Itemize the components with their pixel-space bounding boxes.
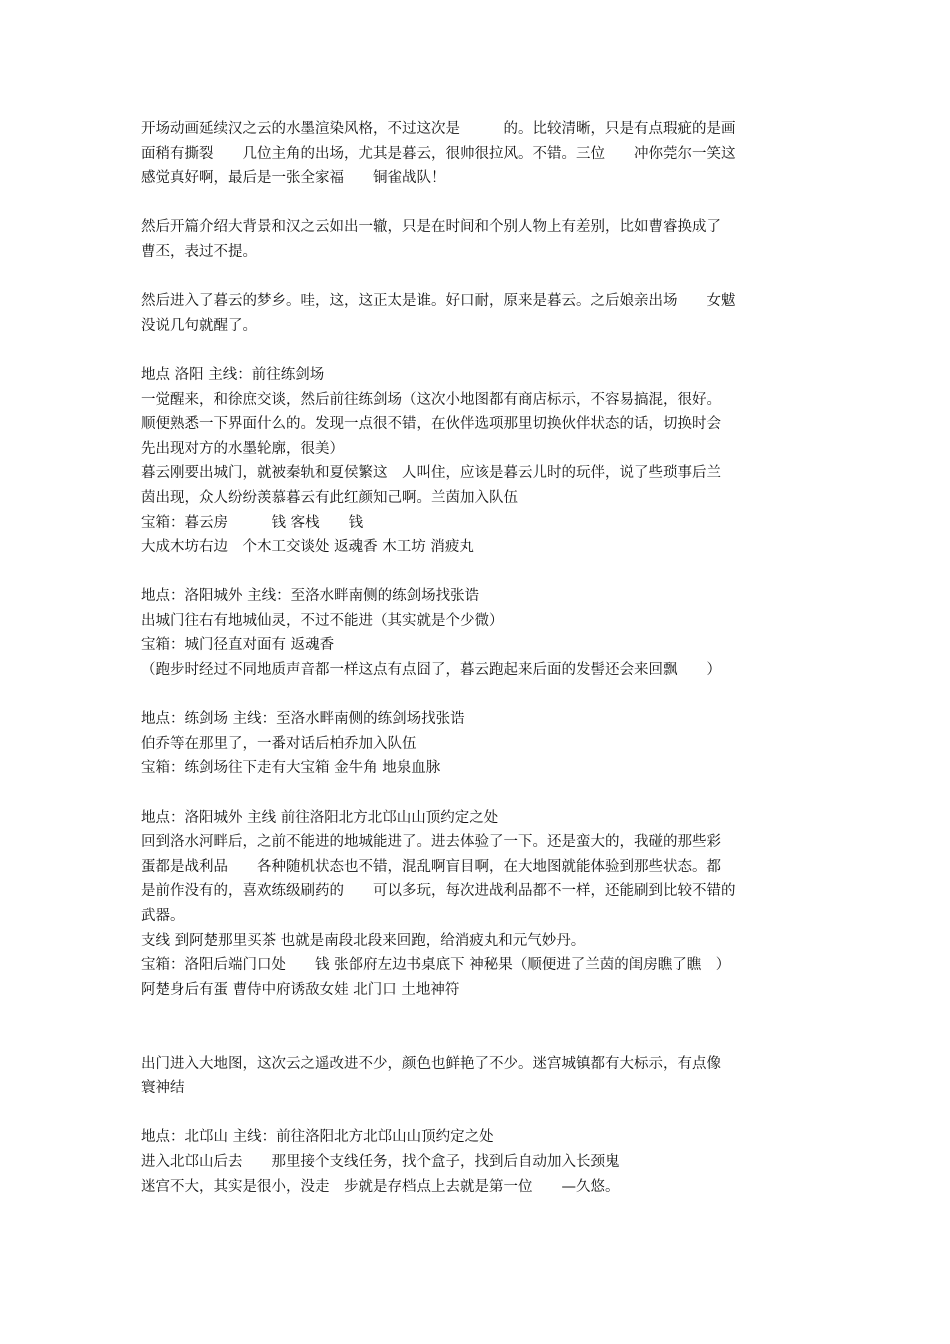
section-luoyang-outskirts (141, 584, 819, 682)
text-line: 一觉醒来，和徐庶交谈，然后前往练剑场（这次小地图都有商店标示，不容易搞混，很好。 (141, 391, 721, 408)
text-line: 曹丕，表过不提。 (141, 243, 257, 260)
text-line: 然后进入了暮云的梦乡。哇，这，这正太是谁。好口耐，原来是暮云。之后娘亲出场 女魃 (141, 293, 736, 310)
treasure-line: 宝箱：暮云房 钱 客栈 钱 (141, 514, 364, 531)
text-line: 出门进入大地图，这次云之遥改进不少，颜色也鲜艳了不少。迷宫城镇都有大标示，有点像 (141, 1055, 721, 1072)
text-line: 蛋都是战利品 各种随机状态也不错，混乱啊盲目啊，在大地图就能体验到那些状态。都 (141, 858, 721, 875)
treasure-line: 宝箱：练剑场往下走有大宝箱 金牛角 地泉血脉 (141, 760, 441, 777)
paragraph-dream (141, 289, 819, 338)
text-line: 进入北邙山后去 那里接个支线任务，找个盒子，找到后自动加入长颈鬼 (141, 1153, 620, 1170)
text-line: （跑步时经过不同地质声音都一样这点有点囧了，暮云跑起来后面的发髻还会来回飘 ） (141, 662, 721, 679)
text-line: 开场动画延续汉之云的水墨渲染风格，不过这次是 的。比较清晰，只是有点瑕疵的是画 (141, 121, 736, 137)
text-line: 寰神结 (141, 1080, 185, 1097)
text-line: 没说几句就醒了。 (141, 317, 257, 334)
paragraph-spacer (141, 560, 819, 585)
text-line: 回到洛水河畔后，之前不能进的地城能进了。进去体验了一下。还是蛮大的，我碰的那些彩 (141, 834, 721, 851)
section-heading: 地点：洛阳城外 主线 前往洛阳北方北邙山山顶约定之处 (141, 809, 499, 826)
paragraph-spacer (141, 1101, 819, 1126)
section-training-ground (141, 707, 819, 781)
text-line: 伯乔等在那里了，一番对话后柏乔加入队伍 (141, 735, 417, 752)
text-line: 然后开篇介绍大背景和汉之云如出一辙，只是在时间和个别人物上有差别，比如曹睿换成了 (141, 219, 721, 236)
paragraph-world-map (141, 1052, 819, 1101)
treasure-line: 大成木坊右边 个木工交谈处 返魂香 木工坊 消疲丸 (141, 539, 474, 556)
text-line: 茵出现，众人纷纷羡慕暮云有此红颜知己啊。兰茵加入队伍 (141, 489, 518, 506)
section-heading: 地点 洛阳 主线：前往练剑场 (141, 366, 325, 383)
treasure-line: 宝箱：洛阳后端门口处 钱 张郃府左边书桌底下 神秘果（顺便进了兰茵的闺房瞧了瞧 ） (141, 957, 731, 974)
text-line: 迷宫不大，其实是很小，没走 步就是存档点上去就是第一位 —久悠。 (141, 1178, 620, 1195)
text-line: 暮云刚要出城门，就被秦轨和夏侯繁这 人叫住，应该是暮云儿时的玩伴，说了些琐事后兰 (141, 465, 721, 482)
section-luoyang-outskirts-2 (141, 806, 819, 1003)
paragraph-spacer (141, 781, 819, 806)
paragraph-background-intro (141, 215, 819, 264)
text-line: 是前作没有的，喜欢练级刷药的 可以多玩，每次进战利品都不一样，还能刷到比较不错的 (141, 883, 736, 900)
text-line: 出城门往右有地城仙灵，不过不能进（其实就是个少微） (141, 612, 504, 629)
section-beimang-mountain (141, 1125, 819, 1199)
text-line: 面稍有撕裂 几位主角的出场，尤其是暮云，很帅很拉风。不错。三位 冲你莞尔一笑这 (141, 145, 736, 162)
paragraph-spacer (141, 265, 819, 290)
treasure-line: 阿楚身后有蛋 曹侍中府诱敌女娃 北门口 土地神符 (141, 981, 460, 998)
section-heading: 地点：北邙山 主线：前往洛阳北方北邙山山顶约定之处 (141, 1129, 494, 1146)
paragraph-spacer (141, 683, 819, 708)
section-luoyang (141, 363, 819, 560)
paragraph-spacer (141, 1002, 819, 1051)
paragraph-spacer (141, 191, 819, 216)
text-line: 先出现对方的水墨轮廓，很美） (141, 440, 344, 457)
side-quest-line: 支线 到阿楚那里买茶 也就是南段北段来回跑，给消疲丸和元气妙丹。 (141, 932, 586, 949)
treasure-line: 宝箱：城门径直对面有 返魂香 (141, 637, 335, 654)
paragraph-spacer (141, 338, 819, 363)
text-line: 武器。 (141, 908, 185, 924)
section-heading: 地点：练剑场 主线：至洛水畔南侧的练剑场找张诰 (141, 711, 465, 728)
text-line: 感觉真好啊，最后是一张全家福 铜雀战队！ (141, 170, 446, 187)
paragraph-opening-animation (141, 117, 819, 191)
document-page (141, 117, 819, 1199)
text-line: 顺便熟悉一下界面什么的。发现一点很不错，在伙伴选项那里切换伙伴状态的话，切换时会 (141, 416, 721, 433)
section-heading: 地点：洛阳城外 主线：至洛水畔南侧的练剑场找张诰 (141, 588, 480, 605)
